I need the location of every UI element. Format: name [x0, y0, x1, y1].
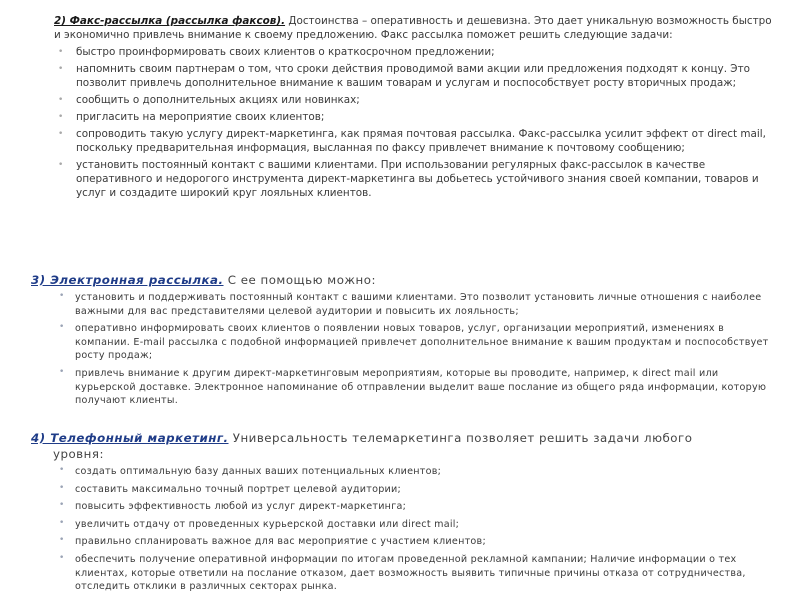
list-item: • создать оптимальную базу данных ваших потенциальных клиентов;	[31, 465, 771, 479]
list-item: • сообщить о дополнительных акциях или новинках;	[54, 93, 772, 107]
phone-title-rest-2: уровня:	[53, 447, 104, 461]
email-section	[31, 272, 771, 412]
phone-heading: 4) Телефонный маркетинг.	[31, 431, 229, 445]
list-item: • установить и поддерживать постоянный контакт с вашими клиентами. Это позволит установить личные отношения с наиболее важными для вас представителями целевой аудитории и повысить их лояльность;	[31, 291, 771, 318]
list-item: • составить максимально точный портрет целевой аудитории;	[31, 483, 771, 497]
list-item: • пригласить на мероприятие своих клиентов;	[54, 110, 772, 124]
list-item: • увеличить отдачу от проведенных курьерской доставки или direct mail;	[31, 518, 771, 532]
list-item: • сопроводить такую услугу директ-маркетинга, как прямая почтовая рассылка. Факс-рассылка усилит эффект от direct mail, поскольку предварительная информация, высланная по факсу привлечет внимание к почтовому сообщению;	[54, 127, 772, 155]
list-item: • установить постоянный контакт с вашими клиентами. При использовании регулярных факс-рассылок в качестве оперативного и недорогого инструмента директ-маркетинга вы добьетесь устойчивого знания своей компании, товаров и услуг и создадите широкий круг лояльных клиентов.	[54, 158, 772, 200]
list-item: • напомнить своим партнерам о том, что сроки действия проводимой вами акции или предложения подходят к концу. Это позволит привлечь дополнительное внимание к вашим товарам и услугам и поспособствует росту вторичных продаж;	[54, 62, 772, 90]
list-item: • повысить эффективность любой из услуг директ-маркетинга;	[31, 500, 771, 514]
list-item: • правильно спланировать важное для вас мероприятие с участием клиентов;	[31, 535, 771, 549]
list-item: • оперативно информировать своих клиентов о появлении новых товаров, услуг, организации мероприятий, изменениях в компании. E-mail рассылка с подобной информацией привлечет дополнительное внимание к вашим продуктам и поспособствует росту продаж;	[31, 322, 771, 363]
phone-task-list	[31, 465, 771, 594]
fax-section	[54, 14, 772, 203]
list-item: • быстро проинформировать своих клиентов о краткосрочном предложении;	[54, 45, 772, 59]
list-item: • привлечь внимание к другим директ-маркетинговым мероприятиям, которые вы проводите, например, к direct mail или курьерской доставке. Электронное напоминание об отправлении выделит ваше послание из общего ряда информации, которую получают клиенты.	[31, 367, 771, 408]
email-heading: 3) Электронная рассылка.	[31, 273, 224, 287]
phone-title	[31, 430, 771, 462]
email-task-list	[31, 291, 771, 408]
phone-section	[31, 430, 771, 598]
list-item: • обеспечить получение оперативной информации по итогам проведенной рекламной кампании; Наличие информации о тех клиентах, которые ответили на послание отказом, дает возможность выявить типичные причины отказа от сотрудничества, отследить отклики в различных секторах рынка.	[31, 553, 771, 594]
email-title-rest: С ее помощью можно:	[223, 273, 376, 287]
phone-title-rest: Универсальность телемаркетинга позволяет решить задачи любого	[228, 431, 693, 445]
fax-intro-text: Достоинства – оперативность и дешевизна. Это дает уникальную возможность быстро и экономично привлечь внимание к своему предложению. Факс рассылка поможет решить следующие задачи:	[54, 15, 772, 41]
fax-heading: 2) Факс-рассылка (рассылка факсов).	[54, 15, 286, 27]
fax-task-list	[54, 45, 772, 200]
fax-intro	[54, 14, 772, 42]
email-title	[31, 272, 771, 288]
